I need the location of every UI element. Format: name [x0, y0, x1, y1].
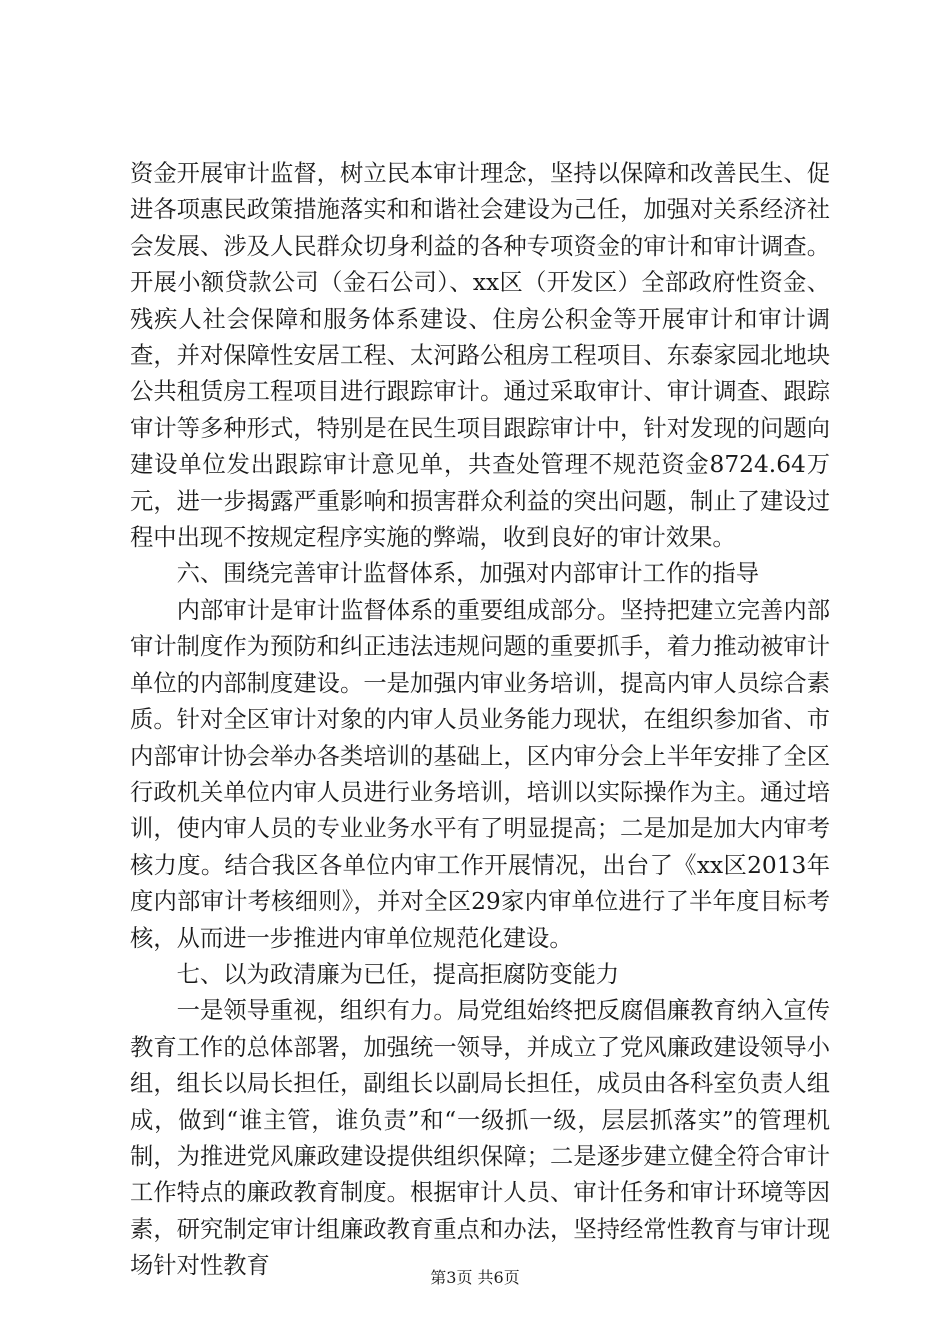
- section-heading-six: 六、围绕完善审计监督体系，加强对内部审计工作的指导: [130, 560, 760, 588]
- paragraph-continuation: 资金开展审计监督，树立民本审计理念，坚持以保障和改善民生、促进各项惠民政策措施落实和和谐社会建设为己任，加强对关系经济社会发展、涉及人民群众切身利益的各种专项资金的审计和审计调查。开展小额贷款公司（金石公司）、xx区（开发区）全部政府性资金、残疾人社会保障和服务体系建设、住房公积金等开展审计和审计调查，并对保障性安居工程、太河路公租房工程项目、东泰家园北地块公共租赁房工程项目进行跟踪审计。通过采取审计、审计调查、跟踪审计等多种形式，特别是在民生项目跟踪审计中，针对发现的问题向建设单位发出跟踪审计意见单，共查处管理不规范资金8724.64万元，进一步揭露严重影响和损害群众利益的突出问题，制止了建设过程中出现不按规定程序实施的弊端，收到良好的审计效果。: [130, 160, 830, 552]
- section-heading-seven: 七、以为政清廉为已任，提高拒腐防变能力: [130, 960, 620, 988]
- paragraph-anti-corruption: 一是领导重视，组织有力。局党组始终把反腐倡廉教育纳入宣传教育工作的总体部署，加强统一领导，并成立了党风廉政建设领导小组，组长以局长担任，副组长以副局长担任，成员由各科室负责人组成，做到“谁主管，谁负责”和“一级抓一级，层层抓落实”的管理机制，为推进党风廉政建设提供组织保障；二是逐步建立健全符合审计工作特点的廉政教育制度。根据审计人员、审计任务和审计环境等因素，研究制定审计组廉政教育重点和办法，坚持经常性教育与审计现场针对性教育: [130, 997, 830, 1280]
- paragraph-internal-audit: 内部审计是审计监督体系的重要组成部分。坚持把建立完善内部审计制度作为预防和纠正违法违规问题的重要抓手，着力推动被审计单位的内部制度建设。一是加强内审业务培训，提高内审人员综合素质。针对全区审计对象的内审人员业务能力现状，在组织参加省、市内部审计协会举办各类培训的基础上，区内审分会上半年安排了全区行政机关单位内审人员进行业务培训，培训以实际操作为主。通过培训，使内审人员的专业业务水平有了明显提高；二是加是加大内审考核力度。结合我区各单位内审工作开展情况，出台了《xx区2013年度内部审计考核细则》，并对全区29家内审单位进行了半年度目标考核，从而进一步推进内审单位规范化建设。: [130, 596, 830, 952]
- document-body: [130, 156, 830, 1285]
- page-footer: 第3页 共6页: [430, 1268, 520, 1287]
